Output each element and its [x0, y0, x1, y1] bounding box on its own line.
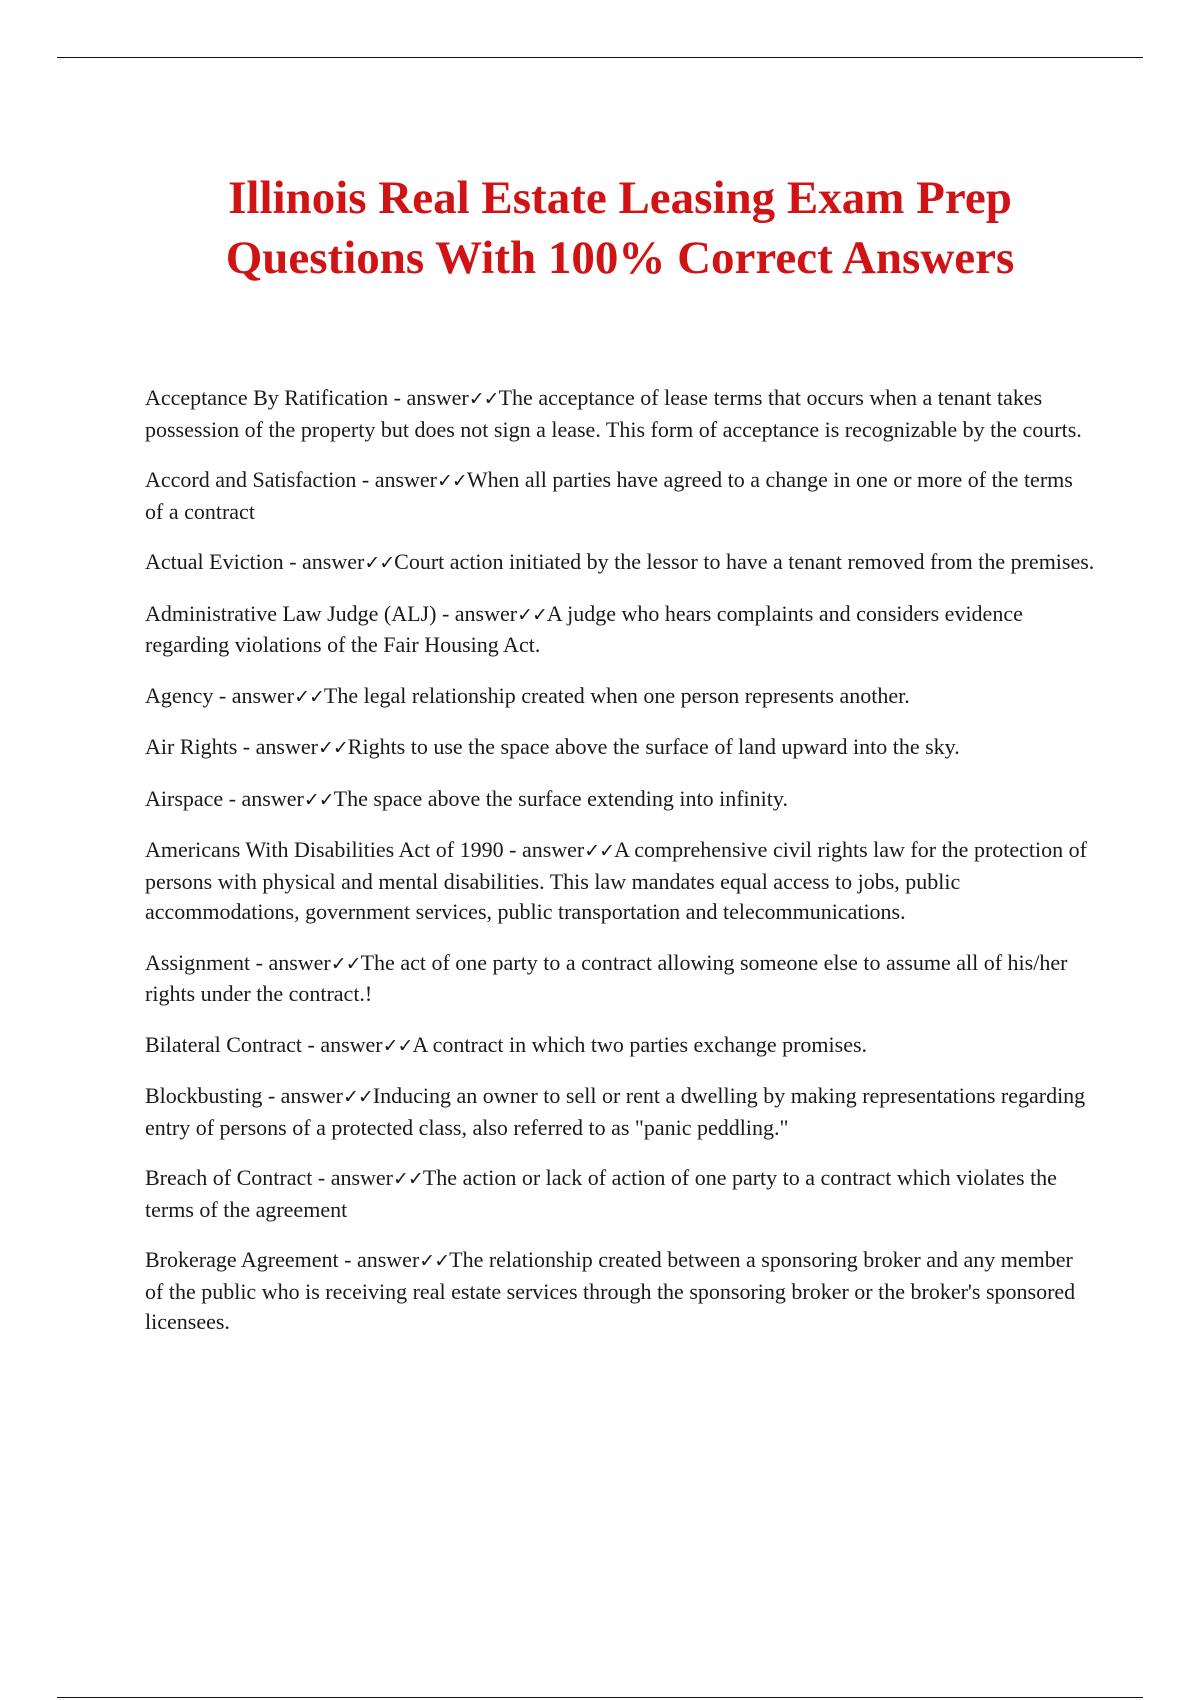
entry-term: Bilateral Contract	[145, 1031, 302, 1057]
document-title	[80, 168, 1160, 288]
entry-separator: -	[338, 1247, 357, 1272]
glossary-entry	[145, 1030, 1095, 1062]
entry-term: Assignment	[145, 949, 251, 975]
glossary-entry	[145, 547, 1095, 579]
entry-term: Americans With Disabilities Act of 1990	[145, 837, 504, 862]
glossary-entry	[145, 784, 1095, 816]
answer-label: answer	[521, 837, 585, 862]
glossary-entry	[145, 383, 1095, 445]
entry-term: Blockbusting	[145, 1083, 263, 1108]
double-check-icon: ✓✓	[437, 470, 467, 492]
entry-term: Air Rights	[145, 734, 238, 759]
entry-definition: A comprehensive civil rights law for the protection of persons with physical and mental disabilities. This law mandates equal access to jobs, public accommodations, government services, public transportation and telecommunications.	[145, 837, 1087, 924]
entry-separator: -	[250, 949, 269, 975]
entry-definition: Rights to use the space above the surface of land upward into the sky.	[347, 734, 960, 759]
entry-definition: A judge who hears complaints and considers evidence regarding violations of the Fair Housing Act.	[145, 600, 1023, 657]
entry-definition: The space above the surface extending into infinity.	[333, 785, 788, 811]
entry-term: Accord and Satisfaction	[145, 467, 357, 492]
answer-label: answer	[280, 1083, 343, 1108]
entry-term: Administrative Law Judge (ALJ)	[145, 600, 437, 626]
glossary-entry	[145, 1245, 1095, 1338]
entry-separator: -	[237, 734, 256, 759]
entry-separator: -	[302, 1031, 321, 1057]
glossary-entry	[145, 835, 1095, 928]
entry-definition: Inducing an owner to sell or rent a dwelling by making representations regarding entry of persons of a protected class, also referred to as "panic peddling."	[145, 1083, 1086, 1140]
entry-definition: The act of one party to a contract allowing someone else to assume all of his/her rights under the contract.!	[145, 949, 1068, 1006]
entry-definition: The relationship created between a sponsoring broker and any member of the public who is receiving real estate services through the sponsoring broker or the broker's sponsored licensees.	[145, 1247, 1076, 1334]
entry-separator: -	[223, 785, 242, 811]
glossary-entry	[145, 681, 1095, 713]
answer-label: answer	[374, 467, 438, 492]
double-check-icon: ✓✓	[517, 603, 547, 626]
glossary-entry	[145, 599, 1095, 661]
answer-label: answer	[330, 1165, 394, 1190]
entry-definition: When all parties have agreed to a change in one or more of the terms of a contract	[145, 467, 1073, 524]
double-check-icon: ✓✓	[468, 388, 499, 410]
entry-separator: -	[388, 385, 407, 410]
entry-separator: -	[503, 837, 522, 862]
entry-term: Acceptance By Ratification	[145, 385, 389, 410]
glossary-entry	[145, 465, 1095, 527]
answer-label: answer	[406, 385, 469, 410]
answer-label: answer	[454, 600, 518, 626]
entry-definition: Court action initiated by the lessor to have a tenant removed from the premises.	[394, 549, 1095, 574]
entry-definition: The legal relationship created when one person represents another.	[323, 682, 910, 708]
glossary-entry	[145, 1081, 1095, 1143]
entry-term: Airspace	[145, 785, 224, 811]
answer-label: answer	[268, 949, 331, 975]
double-check-icon: ✓✓	[330, 952, 361, 975]
entry-term: Actual Eviction	[145, 549, 284, 574]
bottom-rule	[57, 1697, 1143, 1698]
glossary-list	[145, 383, 1095, 1358]
glossary-entry	[145, 948, 1095, 1010]
entry-separator: -	[436, 600, 455, 626]
double-check-icon: ✓✓	[584, 840, 615, 862]
double-check-icon: ✓✓	[419, 1250, 450, 1272]
double-check-icon: ✓✓	[393, 1168, 423, 1190]
answer-label: answer	[302, 549, 365, 574]
entry-definition: The action or lack of action of one party to a contract which violates the terms of the agreement	[145, 1165, 1057, 1222]
double-check-icon: ✓✓	[342, 1086, 373, 1108]
answer-label: answer	[320, 1031, 383, 1057]
entry-term: Agency	[145, 682, 214, 708]
entry-term: Breach of Contract	[145, 1165, 313, 1190]
top-rule	[57, 57, 1143, 58]
double-check-icon: ✓✓	[364, 552, 395, 574]
entry-term: Brokerage Agreement	[145, 1247, 339, 1272]
answer-label: answer	[241, 785, 304, 811]
glossary-entry	[145, 732, 1095, 764]
answer-label: answer	[231, 682, 295, 708]
double-check-icon: ✓✓	[382, 1034, 413, 1057]
double-check-icon: ✓✓	[303, 788, 334, 811]
double-check-icon: ✓✓	[317, 737, 348, 759]
entry-definition: A contract in which two parties exchange promises.	[412, 1031, 868, 1057]
double-check-icon: ✓✓	[294, 685, 324, 708]
answer-label: answer	[255, 734, 318, 759]
title-line-1: Illinois Real Estate Leasing Exam Prep	[228, 172, 1012, 224]
answer-label: answer	[356, 1247, 420, 1272]
entry-separator: -	[262, 1083, 281, 1108]
entry-separator: -	[312, 1165, 331, 1190]
entry-separator: -	[213, 682, 232, 708]
glossary-entry	[145, 1163, 1095, 1225]
entry-separator: -	[283, 549, 303, 574]
title-line-2: Questions With 100% Correct Answers	[225, 232, 1015, 284]
entry-separator: -	[356, 467, 375, 492]
entry-definition: The acceptance of lease terms that occurs when a tenant takes possession of the property but does not sign a lease. This form of acceptance is recognizable by the courts.	[145, 385, 1082, 442]
